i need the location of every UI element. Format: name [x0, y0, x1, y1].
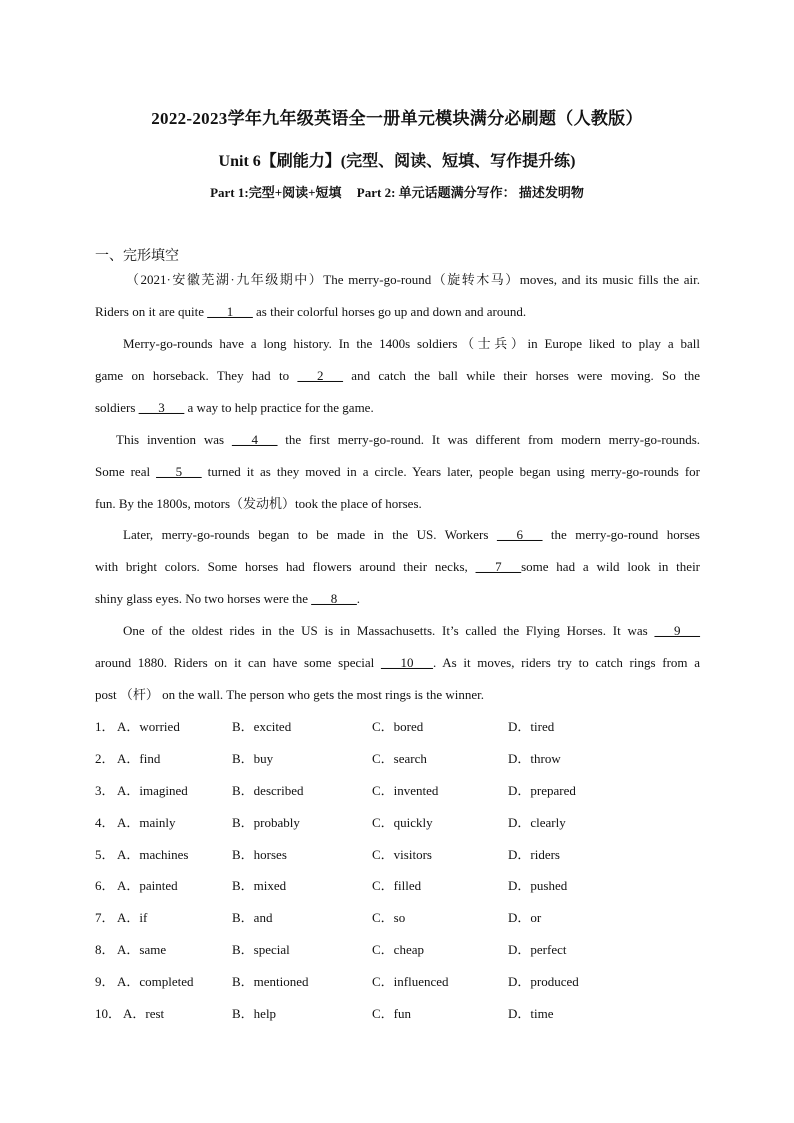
document-subtitle: Unit 6【刷能力】(完型、阅读、短填、写作提升练) — [218, 153, 576, 170]
question-row-6 — [95, 875, 715, 895]
option-c: C．visitors — [372, 847, 432, 862]
option-c: C．search — [372, 751, 427, 766]
option-c: C．filled — [372, 878, 422, 893]
blank-1: ___1___ — [207, 304, 253, 319]
option-d: D．or — [508, 910, 542, 925]
option-c: C．quickly — [372, 815, 433, 830]
passage-line — [95, 653, 700, 673]
blank-4: ___4___ — [231, 432, 278, 447]
passage-text: Some real — [95, 464, 157, 479]
passage-text: game on horseback. They had to — [95, 368, 298, 383]
option-b: B．buy — [232, 751, 274, 766]
option-c: C．fun — [372, 1006, 412, 1021]
option-d: D．time — [508, 1006, 554, 1021]
passage-text: as their colorful horses go up and down and around. — [252, 304, 527, 319]
passage-text: One of the oldest rides in the US is in Massachusetts. It’s called the Flying Horses. It was — [123, 623, 655, 638]
option-b: B．described — [232, 783, 304, 798]
option-a: A．painted — [117, 878, 178, 893]
option-a: A．if — [117, 910, 148, 925]
passage-text: around 1880. Riders on it can have some special — [95, 655, 381, 670]
blank-9: ___9___ — [654, 623, 700, 638]
question-number: 7． — [95, 910, 115, 925]
option-a: A．completed — [117, 974, 194, 989]
blank-7: ___7___ — [475, 559, 522, 574]
option-c: C．cheap — [372, 942, 424, 957]
option-b: B．horses — [232, 847, 287, 862]
parts-line — [0, 182, 794, 201]
passage-line — [95, 685, 700, 705]
question-row-10 — [95, 1003, 715, 1023]
passage-line — [95, 589, 700, 609]
passage-text: post （杆） on the wall. The person who gets the most rings is the winner. — [95, 687, 484, 702]
passage-line — [95, 302, 700, 322]
question-number: 6． — [95, 878, 115, 893]
passage-text: turned it as they moved in a circle. Years later, people began using merry-go-rounds for — [201, 464, 701, 479]
option-b: B．mentioned — [232, 974, 309, 989]
passage-line — [123, 621, 700, 641]
question-row-7 — [95, 907, 715, 927]
option-d: D．clearly — [508, 815, 566, 830]
passage-text: Riders on it are quite — [95, 304, 208, 319]
option-b: B．probably — [232, 815, 300, 830]
question-row-5 — [95, 844, 715, 864]
option-a: A．find — [117, 751, 161, 766]
passage-text: This invention was — [116, 432, 232, 447]
question-number: 8． — [95, 942, 115, 957]
question-number: 10． — [95, 1006, 122, 1021]
option-d: D．pushed — [508, 878, 568, 893]
passage-line — [123, 334, 700, 354]
passage-line — [95, 494, 700, 514]
question-row-9 — [95, 971, 715, 991]
option-a: A．imagined — [117, 783, 188, 798]
option-b: B．and — [232, 910, 273, 925]
passage-text: soldiers — [95, 400, 139, 415]
passage-line — [126, 270, 700, 290]
passage-line — [123, 525, 700, 545]
option-a: A．machines — [117, 847, 189, 862]
option-a: A．same — [117, 942, 167, 957]
question-number: 9． — [95, 974, 115, 989]
option-c: C．influenced — [372, 974, 449, 989]
option-b: B．help — [232, 1006, 277, 1021]
blank-8: ___8___ — [311, 591, 357, 606]
passage-line — [116, 430, 700, 450]
option-b: B．special — [232, 942, 290, 957]
passage-line — [95, 557, 700, 577]
passage-line — [95, 366, 700, 386]
question-row-4 — [95, 812, 715, 832]
option-c: C．so — [372, 910, 406, 925]
blank-5: ___5___ — [156, 464, 202, 479]
question-number: 3． — [95, 783, 115, 798]
passage-text: some had a wild look in their — [521, 559, 701, 574]
passage-text: the merry-go-round horses — [542, 527, 700, 542]
option-b: B．mixed — [232, 878, 287, 893]
blank-10: ___10___ — [380, 655, 433, 670]
passage-line — [95, 462, 700, 482]
blank-6: ___6___ — [496, 527, 543, 542]
part-1-label: Part 1:完型+阅读+短填 — [210, 185, 342, 200]
passage-text: with bright colors. Some horses had flowers around their necks, — [95, 559, 476, 574]
passage-text: fun. By the 1800s, motors（发动机）took the place of horses. — [95, 496, 422, 511]
passage-text: shiny glass eyes. No two horses were the — [95, 591, 312, 606]
passage-text: （2021·安徽芜湖·九年级期中）The merry-go-round（旋转木马）moves, and its music fills the air. — [126, 272, 700, 287]
option-b: B．excited — [232, 719, 292, 734]
blank-3: ___3___ — [138, 400, 185, 415]
option-a: A．mainly — [117, 815, 176, 830]
option-d: D．throw — [508, 751, 561, 766]
passage-text: Merry-go-rounds have a long history. In the 1400s soldiers（士兵）in Europe liked to play a ball — [123, 336, 700, 351]
question-number: 4． — [95, 815, 115, 830]
passage-text: Later, merry-go-rounds began to be made in the US. Workers — [123, 527, 497, 542]
question-row-2 — [95, 748, 715, 768]
passage-text: . As it moves, riders try to catch rings from a — [432, 655, 700, 670]
option-c: C．invented — [372, 783, 439, 798]
question-row-1 — [95, 716, 715, 736]
question-number: 5． — [95, 847, 115, 862]
question-number: 2． — [95, 751, 115, 766]
option-d: D．prepared — [508, 783, 576, 798]
passage-text: and catch the ball while their horses were moving. So the — [342, 368, 700, 383]
option-d: D．produced — [508, 974, 579, 989]
passage-text: . — [356, 591, 361, 606]
question-number: 1． — [95, 719, 115, 734]
option-d: D．perfect — [508, 942, 567, 957]
passage-text: the first merry-go-round. It was different from modern merry-go-rounds. — [277, 432, 701, 447]
passage-text: a way to help practice for the game. — [184, 400, 374, 415]
question-row-8 — [95, 939, 715, 959]
option-d: D．tired — [508, 719, 555, 734]
document-title: 2022-2023学年九年级英语全一册单元模块满分必刷题（人教版） — [151, 109, 643, 128]
part-2-label: Part 2: 单元话题满分写作： 描述发明物 — [356, 185, 584, 200]
passage-line — [95, 398, 700, 418]
question-row-3 — [95, 780, 715, 800]
option-a: A．worried — [117, 719, 180, 734]
blank-2: ___2___ — [297, 368, 343, 383]
option-a: A．rest — [123, 1006, 165, 1021]
option-c: C．bored — [372, 719, 424, 734]
option-d: D．riders — [508, 847, 560, 862]
section-title: 一、完形填空 — [95, 249, 179, 264]
